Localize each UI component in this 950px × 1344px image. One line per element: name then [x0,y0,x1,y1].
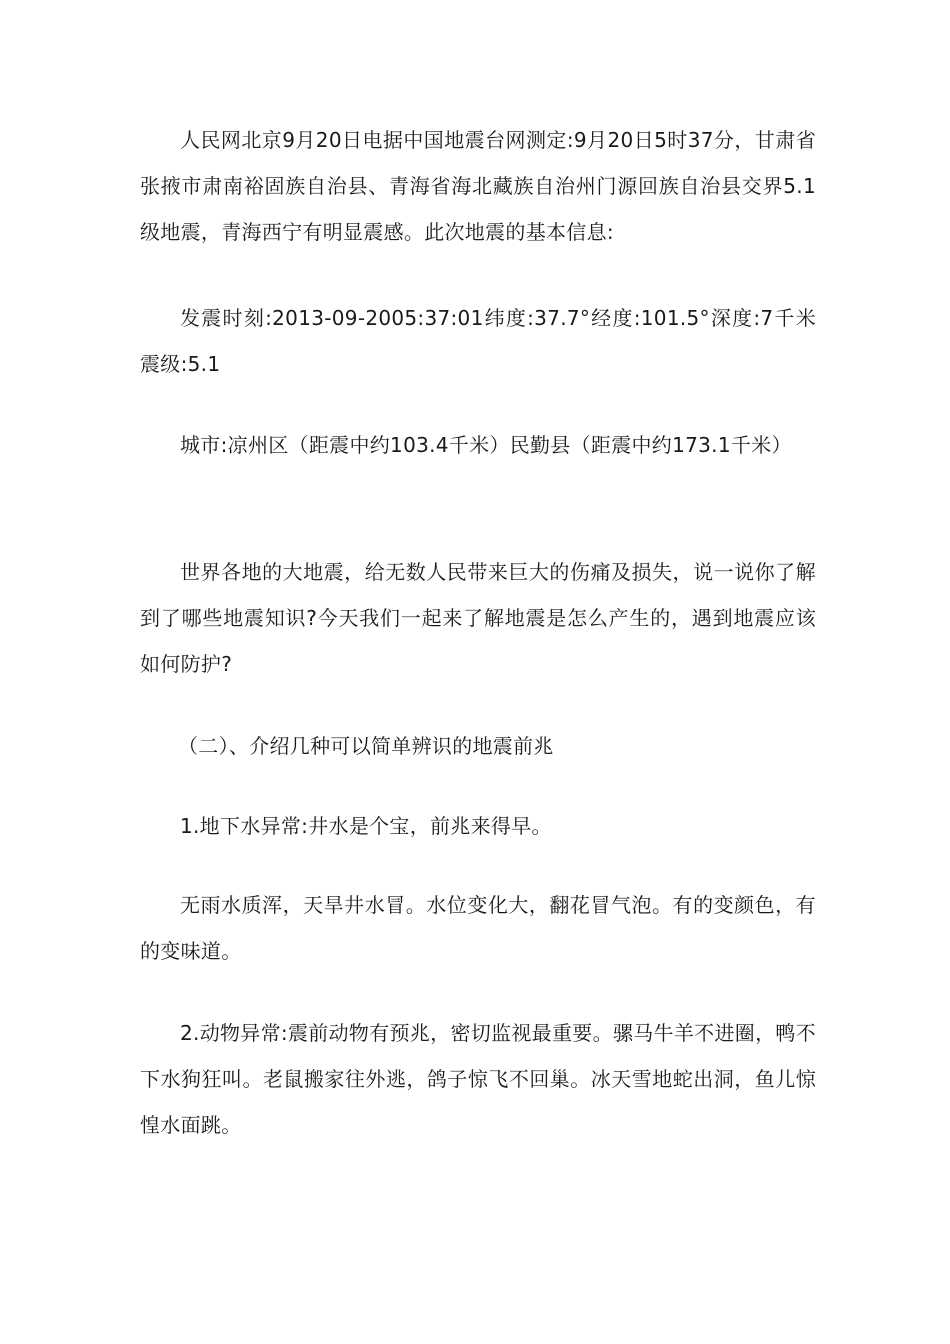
paragraph-introduction: 世界各地的大地震，给无数人民带来巨大的伤痛及损失，说一说你了解到了哪些地震知识?今天我们一起来了解地震是怎么产生的，遇到地震应该如何防护? [140,560,816,676]
section-heading-precursors: （二）、介绍几种可以简单辨识的地震前兆 [178,734,554,758]
paragraph-animal-anomaly: 2.动物异常:震前动物有预兆，密切监视最重要。骡马牛羊不进圈，鸭不下水狗狂叫。老鼠搬家往外逃，鸽子惊飞不回巢。冰天雪地蛇出洞，鱼儿惊惶水面跳。 [140,1021,816,1137]
paragraph-nearby-cities: 城市:凉州区（距震中约103.4千米）民勤县（距震中约173.1千米） [180,433,792,457]
paragraph-quake-parameters: 发震时刻:2013-09-2005:37:01纬度:37.7°经度:101.5°深度:7千米震级:5.1 [140,306,816,376]
paragraph-earthquake-report: 人民网北京9月20日电据中国地震台网测定:9月20日5时37分，甘肃省张掖市肃南裕固族自治县、青海省海北藏族自治州门源回族自治县交界5.1级地震，青海西宁有明显震感。此次地震的基本信息: [140,128,816,244]
paragraph-groundwater-anomaly: 1.地下水异常:井水是个宝，前兆来得早。 [180,814,552,838]
paragraph-groundwater-signs: 无雨水质浑，天旱井水冒。水位变化大，翻花冒气泡。有的变颜色，有的变味道。 [140,893,816,963]
